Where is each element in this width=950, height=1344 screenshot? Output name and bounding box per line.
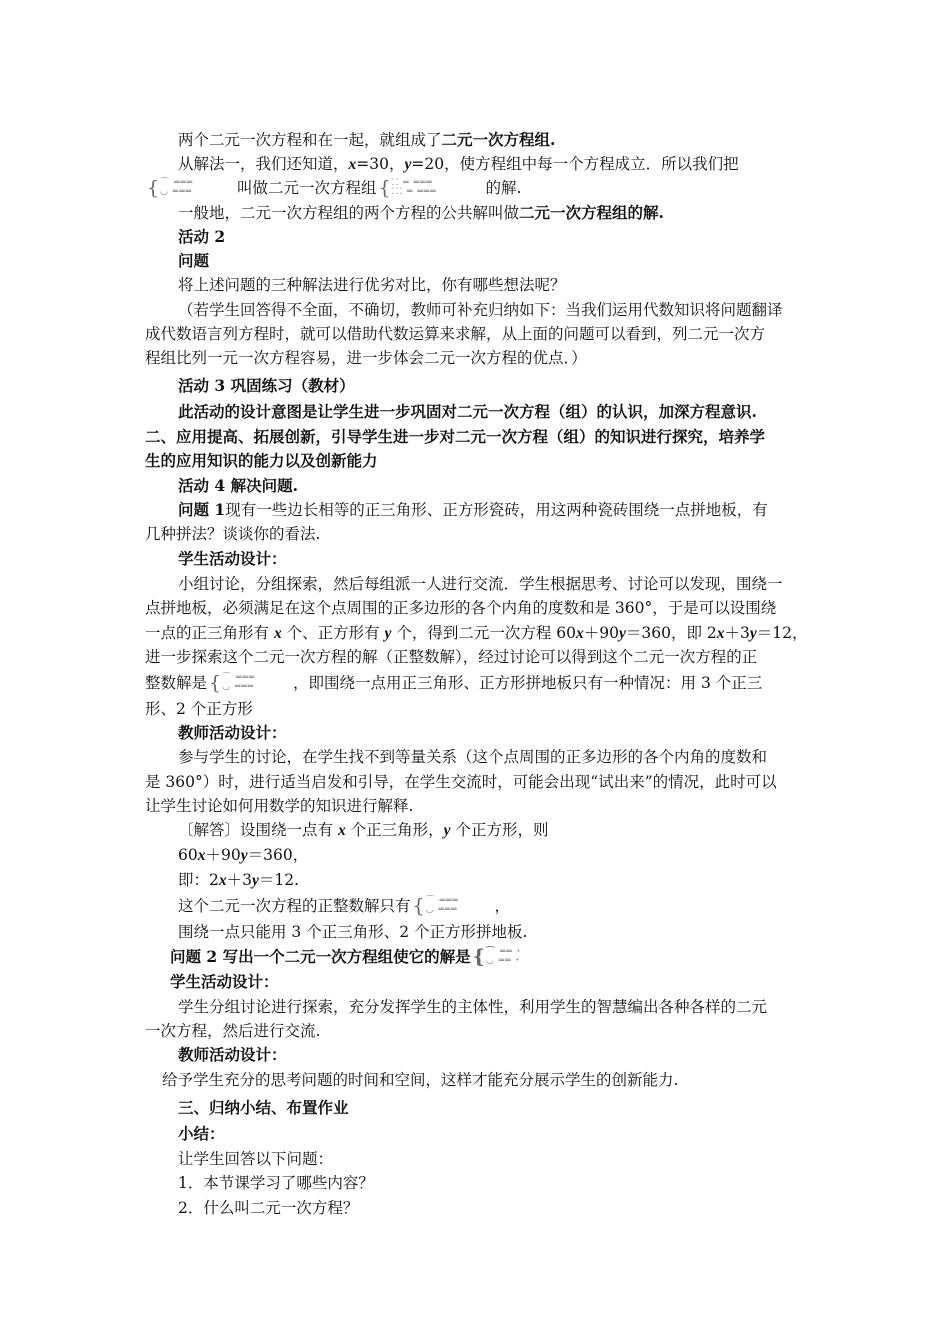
heading-question: 问题 (178, 251, 210, 270)
equation-image-solution: {⌒ ══ · ◡ ══ · (472, 946, 522, 968)
paragraph-line: 整数解是 {⌒ ═══ ◡ ═══ ，即围绕一点用正三角形、正方形拼地板只有一种情况：用 3 个正三 (145, 672, 763, 694)
paragraph-line: 让学生讨论如何用数学的知识进行解释. (145, 797, 414, 815)
paragraph-line: 围绕一点只能用 3 个正三角形、2 个正方形拼地板. (178, 923, 528, 941)
equation-line: 60x＋90y＝360， (178, 846, 309, 864)
paragraph-line: 程组比列一元一次方程容易，进一步体会二元一次方程的优点．） (145, 349, 587, 367)
heading-activity: 活动 2 (178, 227, 226, 246)
paragraph-line: 给予学生充分的思考问题的时间和空间，这样才能充分展示学生的创新能力. (162, 1071, 679, 1089)
section-heading: 三、归纳小结、布置作业 (178, 1098, 349, 1117)
paragraph-line: 将上述问题的三种解法进行优劣对比，你有哪些想法呢？ (178, 276, 566, 294)
paragraph-line: 点拼地板，必须满足在这个点周围的正多边形的各个内角的度数和是 360°，于是可以设围绕 (145, 599, 777, 617)
paragraph-line: 让学生回答以下问题： (178, 1150, 334, 1168)
equation-line: 即：2x＋3y＝12. (178, 871, 300, 889)
paragraph-line: 形、2 个正方形 (145, 700, 253, 718)
paragraph-line: （若学生回答得不全面，不确切，教师可补充归纳如下：当我们运用代数知识将问题翻译 (178, 301, 783, 319)
heading-teacher-design: 教师活动设计： (178, 723, 287, 742)
paragraph-line: 进一步探索这个二元一次方程的解（正整数解），经过讨论可以得到这个二元一次方程的正 (145, 648, 758, 666)
section-heading: 二、应用提高、拓展创新，引导学生进一步对二元一次方程（组）的知识进行探究，培养学 (145, 427, 766, 446)
paragraph-line: 问题 1现有一些边长相等的正三角形、正方形瓷砖，用这两种瓷砖围绕一点拼地板，有 (178, 500, 768, 519)
heading-teacher-design: 教师活动设计： (178, 1045, 287, 1064)
paragraph-line: 一般地，二元一次方程组的两个方程的公共解叫做二元一次方程组的解. (178, 203, 664, 222)
paragraph-line: 成代数语言列方程时，就可以借助代数运算来求解，从上面的问题可以看到，列二元一次方 (145, 325, 766, 343)
paragraph-line: 一次方程，然后进行交流. (145, 1022, 321, 1040)
paragraph-line: 一点的正三角形有 x 个、正方形有 y 个，得到二元一次方程 60x＋90y＝360，即 2x＋3y＝12， (145, 624, 808, 642)
heading-activity: 活动 3 巩固练习（教材） (178, 376, 355, 395)
paragraph-line: 是 360°）时，进行适当启发和引导，在学生交流时，可能会出现“试出来”的情况，此时可以 (145, 773, 777, 791)
heading-summary: 小结： (178, 1124, 225, 1143)
question-line: 问题 2 写出一个二元一次方程组使它的解是 {⌒ ══ · ◡ ══ · (170, 945, 835, 969)
equation-image-solution: {⌒ ═══ ◡ ═══ (209, 672, 256, 694)
list-item: 1．本节课学习了哪些内容？ (178, 1174, 374, 1192)
paragraph-line: 几种拼法？谈谈你的看法. (145, 525, 321, 543)
equation-image-solution: {⌒ ═══ ◡ ═══ (147, 177, 194, 199)
heading-student-design: 学生活动设计： (170, 972, 279, 991)
paragraph-line: 此活动的设计意图是让学生进一步巩固对二元一次方程（组）的认识，加深方程意识. (178, 402, 757, 421)
section-heading: 生的应用知识的能力以及创新能力 (145, 451, 378, 470)
paragraph-line: 〔解答〕设围绕一点有 x 个正三角形，y 个正方形，则 (178, 821, 549, 839)
paragraph-line: 两个二元一次方程和在一起，就组成了二元一次方程组. (178, 130, 556, 149)
paragraph-line: 参与学生的讨论，在学生找不到等量关系（这个点周围的正多边形的各个内角的度数和 (178, 748, 768, 766)
paragraph-line: 从解法一，我们还知道，x=30，y=20，使方程组中每一个方程成立．所以我们把 (178, 155, 739, 173)
paragraph-line: {⌒ ═══ ◡ ═══ 叫做二元一次方程组 {⁚⁚ ═ ═══ ⁚⁚⁚ ═ ═══ 的解. (147, 177, 522, 199)
equation-image-solution: {⌒ ═══ ◡ ═══ (412, 895, 459, 917)
list-item: 2．什么叫二元一次方程？ (178, 1199, 359, 1217)
equation-image-system: {⁚⁚ ═ ═══ ⁚⁚⁚ ═ ═══ (378, 177, 437, 199)
paragraph-line: 学生分组讨论进行探索，充分发挥学生的主体性，利用学生的智慧编出各种各样的二元 (178, 998, 768, 1016)
heading-student-design: 学生活动设计： (178, 549, 287, 568)
paragraph-line: 小组讨论，分组探索，然后每组派一人进行交流．学生根据思考、讨论可以发现，围绕一 (178, 575, 783, 593)
paragraph-line: 这个二元一次方程的正整数解只有 {⌒ ═══ ◡ ═══ ， (178, 895, 511, 917)
heading-activity: 活动 4 解决问题. (178, 476, 298, 495)
